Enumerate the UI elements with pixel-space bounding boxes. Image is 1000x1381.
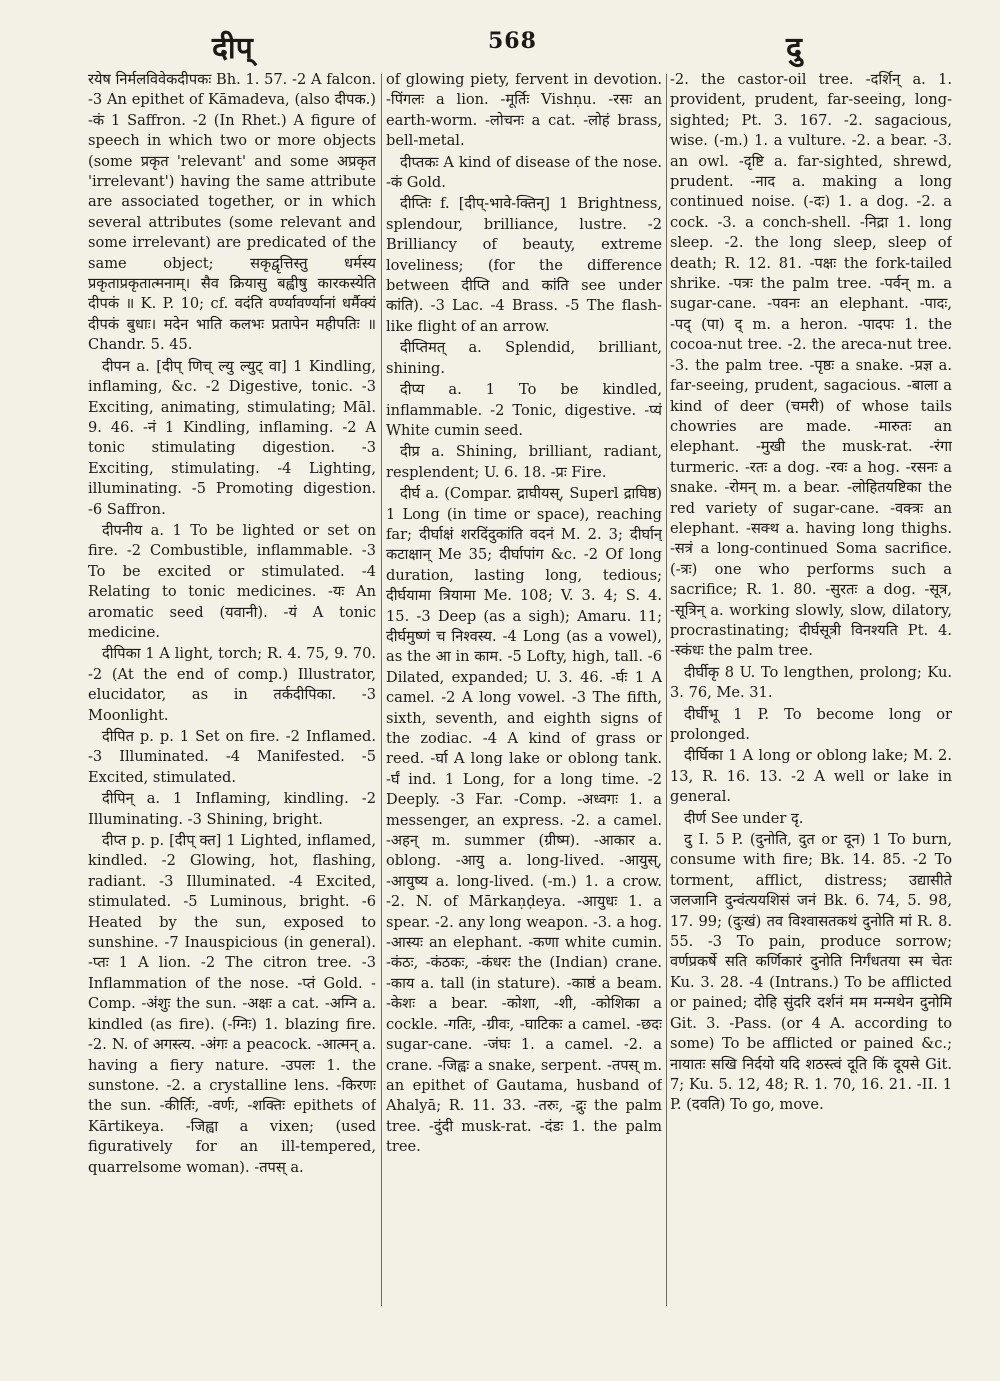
left-guide-word: दीप् — [212, 31, 253, 66]
entry-paragraph: -2. the castor-oil tree. -दर्शिन् a. 1. provident, prudent, far-seeing, long-sighted; Pt. 3. 167. -2. sagacious, wise. (-m.) 1. a vulture. -2. a bear. -3. an owl. -दृष्टि a. far-sighted, shrewd, prudent. -नाद a. making a long continued noise. (-दः) 1. a dog. -2. a cock. -3. a conch-shell. -निद्रा 1. long sleep. -2. the long sleep, sleep of death; R. 12. 81. -पक्षः the fork-tailed shrike. -पत्रः the palm tree. -पर्वन् m. a sugar-cane. -पवनः an elephant. -पादः, -पद् (पा) द् m. a heron. -पादपः 1. the cocoa-nut tree. -2. the areca-nut tree. -3. the palm tree. -पृष्ठः a snake. -प्रज्ञ a. far-seeing, prudent, sagacious. -बाला a kind of deer (चमरी) of whose tails chowries are made. -मारुतः an elephant. -मुखी the musk-rat. -रंगा turmeric. -रतः a dog. -रवः a hog. -रसनः a snake. -रोमन् m. a bear. -लोहितयष्टिका the red variety of sugar-cane. -वक्त्रः an elephant. -सक्थ a. having long thighs. -सत्रं a long-continued Soma sacrifice. (-त्रः) one who performs such a sacrifice; R. 1. 80. -सुरतः a dog. -सूत्र, -सूत्रिन् a. working slowly, slow, dilatory, procrastinating; दीर्घसूत्री विनश्यति Pt. 4. -स्कंधः the palm tree. — [670, 71, 952, 660]
entry-paragraph: दीर्घीभू 1 P. To become long or prolonged. — [670, 705, 952, 743]
right-guide-word: दु — [786, 31, 802, 66]
entry-paragraph: दीप्य a. 1 To be kindled, inflammable. -2 Tonic, digestive. -प्यं White cumin seed. — [386, 381, 662, 439]
column-3 — [670, 70, 952, 1310]
column-divider — [381, 74, 382, 1306]
entry-paragraph: दीपित p. p. 1 Set on fire. -2 Inflamed. -3 Illuminated. -4 Manifested. -5 Excited, stimulated. — [88, 728, 376, 786]
entry-paragraph: दीर्घीकृ 8 U. To lengthen, prolong; Ku. 3. 76, Me. 31. — [670, 663, 952, 702]
entry-paragraph: of glowing piety, fervent in devotion. -पिंगलः a lion. -मूर्तिः Vishṇu. -रसः an earth-worm. -लोचनः a cat. -लोहं brass, bell-metal. — [386, 71, 662, 150]
entry-paragraph: दीप्तिमत् a. Splendid, brilliant, shining. — [386, 339, 662, 377]
entry-paragraph: दीपनीय a. 1 To be lighted or set on fire. -2 Combustible, inflammable. -3 To be excited or stimulated. -4 Relating to tonic medicines. -यः An aromatic seed (यवानी). -यं A tonic medicine. — [88, 521, 376, 641]
entry-paragraph: दीप्र a. Shining, brilliant, radiant, resplendent; U. 6. 18. -प्रः Fire. — [386, 443, 662, 481]
entry-paragraph: दीर्घिका 1 A long or oblong lake; M. 2. 13, R. 16. 13. -2 A well or lake in general. — [670, 747, 952, 806]
entry-paragraph: दीप्तकः A kind of disease of the nose. -कं Gold. — [386, 153, 662, 192]
column-divider — [666, 74, 667, 1306]
entry-paragraph: दीपन a. [दीप् णिच् ल्यु ल्युट् वा] 1 Kindling, inflaming, &c. -2 Digestive, tonic. -3 Exciting, animating, stimulating; Māl. 9. 46. -नं 1 Kindling, inflaming. -2 A tonic stimulating digestion. -3 Exciting, stimulating. -4 Lighting, illuminating. -5 Promoting digestion. -6 Saffron. — [88, 357, 376, 518]
entry-paragraph: रयेष निर्मलविवेकदीपकः Bh. 1. 57. -2 A falcon. -3 An epithet of Kāmadeva, (also दीपक.) -कं 1 Saffron. -2 (In Rhet.) A figure of speech in which two or more objects (some प्रकृत 'relevant' and some अप्रकृत 'irrelevant') having the same attribute are associated together, or in which several attributes (some relevant and some irrelevant) are predicated of the same object; सकृद्वृत्तिस्तु धर्मस्य प्रकृताप्रकृतात्मनाम्। सैव क्रियासु बह्वीषु कारकस्येति दीपकं ॥ K. P. 10; cf. वदंति वर्ण्यावर्ण्यानां धर्मैक्यं दीपकं बुधाः। मदेन भाति कलभः प्रतापेन महीपतिः ॥ Chandr. 5. 45. — [88, 71, 376, 354]
entry-paragraph: दीर्ण See under दृ. — [684, 809, 804, 827]
entry-paragraph: दीप्त p. p. [दीप् क्त] 1 Lighted, inflamed, kindled. -2 Glowing, hot, flashing, radiant. -3 Illuminated. -4 Excited, stimulated. -5 Luminous, bright. -6 Heated by the sun, exposed to sunshine. -7 Inauspicious (in general). -प्तः 1 A lion. -2 The citron tree. -3 Inflammation of the nose. -प्तं Gold. -Comp. -अंशुः the sun. -अक्षः a cat. -अग्नि a. kindled (as fire). (-ग्निः) 1. blazing fire. -2. N. of अगस्त्य. -अंगः a peacock. -आत्मन् a. having a fiery nature. -उपलः 1. the sunstone. -2. a crystalline lens. -किरणः the sun. -कीर्तिः, -वर्णः, -शक्तिः epithets of Kārtikeya. -जिह्वा a vixen; (used figuratively for an ill-tempered, quarrelsome woman). -तपस् a. — [88, 832, 376, 1176]
column-1 — [88, 70, 376, 1310]
column-2 — [386, 70, 662, 1310]
entry-paragraph: दीपिन् a. 1 Inflaming, kindling. -2 Illuminating. -3 Shining, bright. — [88, 790, 376, 828]
entry-paragraph: दीर्घ a. (Compar. द्राघीयस्, Superl द्राघिष्ठ) 1 Long (in time or space), reaching far; दीर्घाक्षं शरदिंदुकांति वदनं M. 2. 3; दीर्घान् कटाक्षान् Me 35; दीर्घापांग &c. -2 Of long duration, lasting long, tedious; दीर्घयामा त्रियामा Me. 108; V. 3. 4; S. 4. 15. -3 Deep (as a sigh); Amaru. 11; दीर्घमुष्णं च निश्वस्य. -4 Long (as a vowel), as the आ in काम. -5 Lofty, high, tall. -6 Dilated, expanded; U. 3. 46. -र्घः 1 A camel. -2 A long vowel. -3 The fifth, sixth, seventh, and eighth signs of the zodiac. -4 A kind of grass or reed. -र्घा A long lake or oblong tank. -र्घं ind. 1 Long, for a long time. -2 Deeply. -3 Far. -Comp. -अध्वगः 1. a messenger, an express. -2. a camel. -अहन् m. summer (ग्रीष्म). -आकार a. oblong. -आयु a. long-lived. -आयुस्, -आयुष्य a. long-lived. (-m.) 1. a crow. -2. N. of Mārkaṇḍeya. -आयुधः 1. a spear. -2. any long weapon. -3. a hog. -आस्यः an elephant. -कणा white cumin. -कंठः, -कंठकः, -कंधरः the (Indian) crane. -काय a. tall (in stature). -काष्ठं a beam. -केशः a bear. -कोशा, -शी, -कोशिका a cockle. -गतिः, -ग्रीवः, -घाटिकः a camel. -छदः sugar-cane. -जंघः 1. a camel. -2. a crane. -जिह्वः a snake, serpent. -तपस् m. an epithet of Gautama, husband of Ahalyā; R. 11. 33. -तरुः, -द्रुः the palm tree. -दुंदी musk-rat. -दंडः 1. the palm tree. — [386, 485, 662, 1156]
page-number: 568 — [488, 28, 537, 54]
page-header — [0, 22, 1000, 70]
entry-paragraph: दीप्तिः f. [दीप्-भावे-क्तिन्] 1 Brightness, splendour, brilliance, lustre. -2 Brilliancy of beauty, extreme loveliness; (for the difference between दीप्ति and कांति see under कांति). -3 Lac. -4 Brass. -5 The flash-like flight of an arrow. — [386, 195, 662, 335]
entry-paragraph: दु I. 5 P. (दुनोति, दुत or दून) 1 To burn, consume with fire; Bk. 14. 85. -2 To torment, afflict, distress; उद्यासीते जलजानि दुन्वंत्ययशिसं जनं Bk. 6. 74, 5. 98, 17. 99; (दुःखं) तव विश्वासतकथं दुनोति मां R. 8. 55. -3 To pain, produce sorrow; वर्णप्रकर्षे सति कर्णिकारं दुनोति निर्गंधतया स्म चेतः Ku. 3. 28. -4 (Intrans.) To be afflicted or pained; दोहि सुंदरि दर्शनं मम मन्मथेन दुनोमि Git. 3. -Pass. (or 4 A. according to some) To be afflicted or pained &c.; नायातः सखि निर्दयो यदि शठस्त्वं दूति किं दूयसे Git. 7; Ku. 5. 12, 48; R. 1. 70, 16. 21. -II. 1 P. (दवति) To go, move. — [670, 831, 952, 1114]
entry-paragraph: दीपिका 1 A light, torch; R. 4. 75, 9. 70. -2 (At the end of comp.) Illustrator, elucidator, as in तर्कदीपिका. -3 Moonlight. — [88, 645, 376, 724]
